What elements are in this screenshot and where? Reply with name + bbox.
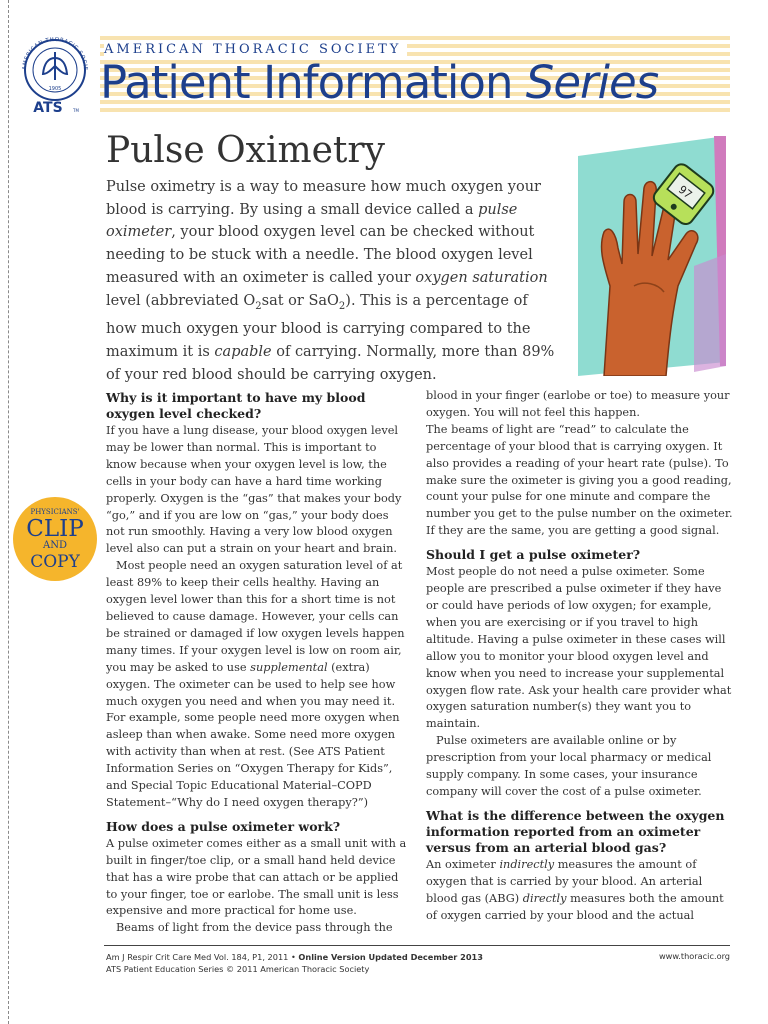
heading-difference-abg: What is the difference between the oxygen information reported from an oximeter versus from an arterial blood gas? (426, 807, 725, 855)
paragraph-prescribed: Most people do not need a pulse oximeter. Some people are prescribed a pulse oximeter if they have or could have periods of low oxygen; for example, when you are exercising or if you travel to high altitude. Having a pulse oximeter in these cases will allow you to monitor your blood oxygen level and know when you need to increase your supplemental oxygen flow rate. Ask your health care provider what oxygen saturation number(s) they want you to maintain. (426, 565, 732, 731)
right-column (426, 388, 734, 924)
paragraph-availability: Pulse oximeters are available online or by prescription from your local pharmacy or medical supply company. In some cases, your insurance company will cover the cost of a pulse oximeter. (426, 734, 712, 798)
clip-cut-line (8, 0, 9, 1024)
seal-abbr: ATS (33, 100, 63, 116)
footer-website-link[interactable]: www.thoracic.org (658, 951, 730, 961)
badge-line-4: COPY (30, 552, 80, 572)
series-title (100, 56, 658, 109)
svg-text:AMERICAN THORACIC SOCIETY (18, 36, 88, 71)
paragraph-indirect-direct: An oximeter indirectly measures the amount of oxygen that is carried by your blood. An arterial blood gas (ABG) directly measures both the amount of oxygen carried by your blood and the actual (426, 857, 724, 922)
organization-name: AMERICAN THORACIC SOCIETY (104, 42, 407, 57)
heading-how-it-works: How does a pulse oximeter work? (106, 818, 341, 834)
footer-divider (104, 945, 730, 946)
paragraph-device-types: A pulse oximeter comes either as a small unit with a built in finger/toe clip, or a small hand held device that has a wire probe that can attach or be applied to your finger, toe or earlobe. The small unit is less expensive and more practical for home use. (106, 836, 407, 918)
page-title: Pulse Oximetry (106, 130, 385, 171)
hand-with-oximeter-illustration (574, 136, 726, 376)
badge-line-2: CLIP (26, 516, 84, 542)
series-title-main: Patient Information (100, 56, 513, 109)
oximeter-reading: 97 (675, 183, 695, 202)
intro-paragraph: Pulse oximetry is a way to measure how much oxygen your blood is carrying. By using a small device called a pulse oximeter, your blood oxygen level can be checked without needing to be stuck with a needle. The blood oxygen level measured with an oximeter is called your oxygen saturation level (abbreviated $O_2sat$ or SaO$_2$). This is a percentage of how much oxygen your blood is carrying compared to the maximum it is capable of carrying. Normally, more than 89% of your red blood should be carrying oxygen. (106, 179, 555, 383)
badge-line-3: AND (43, 540, 67, 551)
clip-and-copy-badge (12, 496, 98, 582)
heading-should-i-get: Should I get a pulse oximeter? (426, 547, 641, 563)
footer-copyright: ATS Patient Education Series © 2011 American Thoracic Society (106, 964, 370, 974)
footer-citation: Am J Respir Crit Care Med Vol. 184, P1, 2011 • Online Version Updated December 2013 ATS Patient Education Series © 2011 American Thoracic Society (106, 952, 483, 974)
heading-why-important: Why is it important to have my blood oxygen level checked? (106, 390, 366, 421)
paragraph-beams-read: The beams of light are “read” to calculate the percentage of your blood that is carrying oxygen. It also provides a reading of your heart rate (pulse). To make sure the oximeter is giving you a good reading, count your pulse for one minute and compare the number you get to the pulse number on the oximeter. If they are the same, you are getting a good signal. (426, 422, 733, 538)
paragraph-measure-blood: blood in your finger (earlobe or toe) to measure your oxygen. You will not feel this happen. (426, 389, 730, 419)
paragraph-saturation-level: Most people need an oxygen saturation level of at least 89% to keep their cells healthy. Having an oxygen level lower than this for a short time is not believed to cause damage. However, your cells can be strained or damaged if low oxygen levels happen many times. If your oxygen level is low on room air, you may be asked to use supplemental (extra) oxygen. The oximeter can be used to help see how much oxygen you need and when you may need it. For example, some people need more oxygen when asleep than when awake. Some need more oxygen with activity than when at rest. (See ATS Patient Information Series on “Oxygen Therapy for Kids”, and Special Topic Educational Material–COPD Statement–“Why do I need oxygen therapy?”) (106, 559, 405, 809)
left-column (106, 388, 408, 937)
paragraph-light-beams: Beams of light from the device pass through the (116, 921, 393, 935)
badge-line-1: PHYSICIANS' (30, 508, 80, 516)
seal-ring-text: AMERICAN THORACIC SOCIE (21, 36, 89, 71)
ats-seal-logo (18, 36, 92, 116)
seal-year: 1905 (48, 86, 62, 92)
seal-tm: TM (73, 108, 79, 113)
series-title-series: Series (525, 56, 659, 109)
paragraph-low-oxygen: If you have a lung disease, your blood oxygen level may be lower than normal. This is important to know because when your oxygen level is low, the cells in your body can have a hard time working properly. Oxygen is the “gas” that makes your body “go,” and if you are low on “gas,” your body does not run smoothly. Having a very low blood oxygen level also can put a strain on your heart and brain. (106, 424, 402, 556)
